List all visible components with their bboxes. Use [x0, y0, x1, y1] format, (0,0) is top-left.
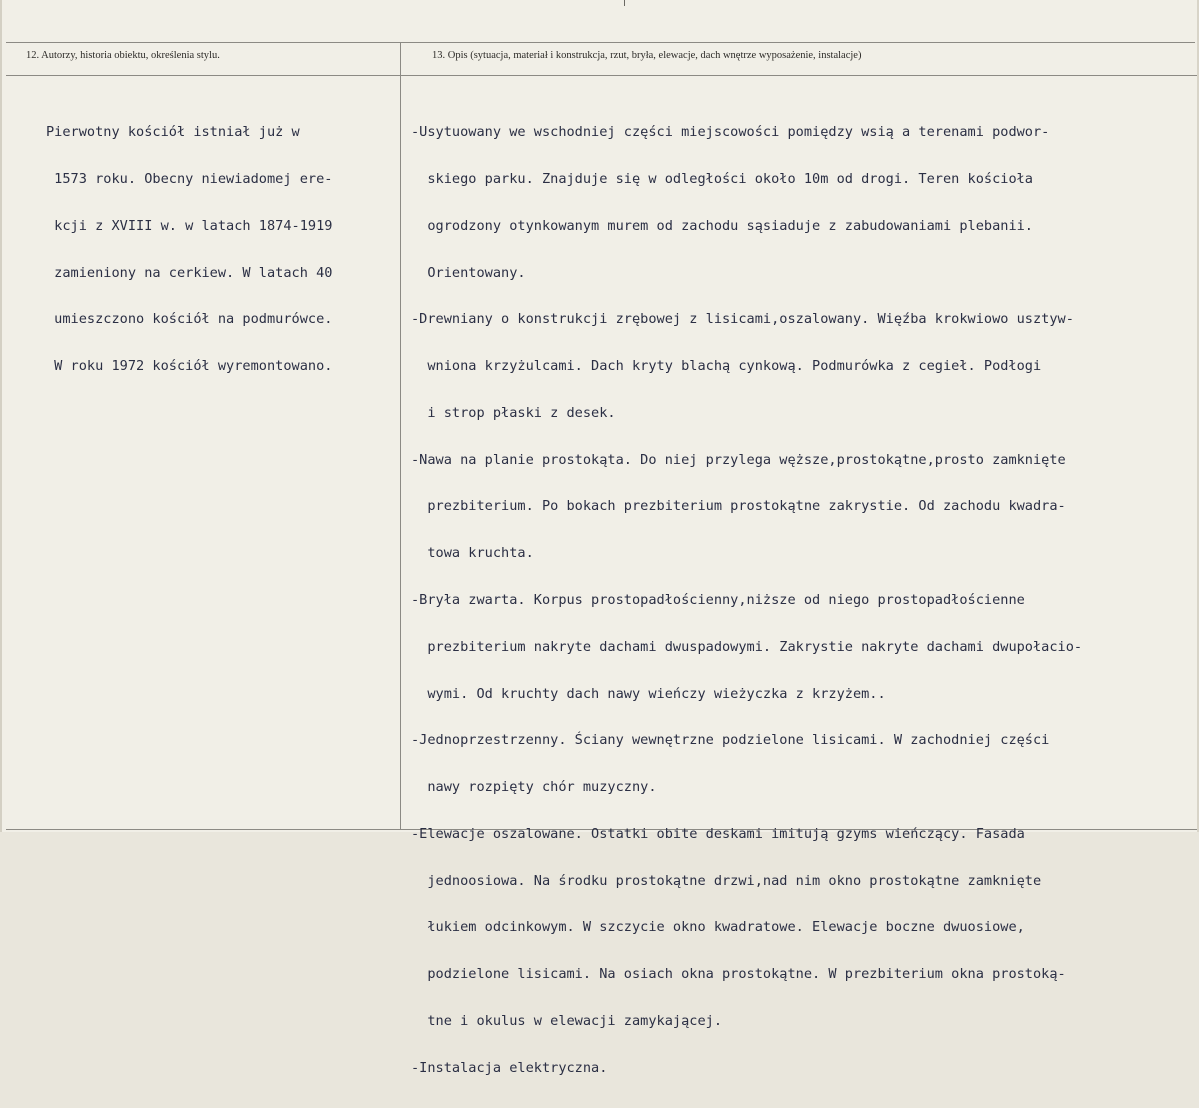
- section-12-text: [46, 94, 332, 406]
- text-line: Pierwotny kościół istniał już w: [46, 124, 300, 141]
- text-line: łukiem odcinkowym. W szczycie okno kwadratowe. Elewacje boczne dwuosiowe,: [411, 919, 1025, 936]
- top-rule: [6, 42, 1195, 43]
- text-line: jednoosiowa. Na środku prostokątne drzwi,nad nim okno prostokątne zamknięte: [411, 872, 1042, 889]
- text-line: Orientowany.: [411, 264, 526, 281]
- text-line: 1573 roku. Obecny niewiadomej ere-: [46, 170, 333, 187]
- section-12-header: 12. Autorzy, historia obiektu, określenia stylu.: [26, 50, 220, 61]
- text-line: ogrodzony otynkowanym murem od zachodu sąsiaduje z zabudowaniami plebanii.: [411, 217, 1033, 234]
- text-line: -Drewniany o konstrukcji zrębowej z lisicami,oszalowany. Więźba krokwiowo usztyw-: [411, 311, 1074, 328]
- text-line: -Elewacje oszalowane. Ostatki obite deskami imitują gzyms wieńczący. Fasada: [411, 825, 1025, 842]
- fold-tick-mark: [624, 0, 625, 6]
- text-line: -Bryła zwarta. Korpus prostopadłościenny,niższe od niego prostopadłościenne: [411, 592, 1025, 608]
- header-rule: [6, 75, 1199, 76]
- text-line: podzielone lisicami. Na osiach okna prostokątne. W prezbiterium okna prostoką-: [411, 966, 1066, 983]
- text-line: wymi. Od kruchty dach nawy wieńczy wieżyczka z krzyżem..: [411, 685, 886, 702]
- text-line: skiego parku. Znajduje się w odległości około 10m od drogi. Teren kościoła: [411, 170, 1033, 187]
- text-line: wniona krzyżulcami. Dach kryty blachą cynkową. Podmurówka z cegieł. Podłogi: [411, 358, 1042, 375]
- text-line: umieszczono kościół na podmurówce.: [46, 311, 333, 328]
- section-13-text: [411, 94, 1082, 1108]
- text-line: W roku 1972 kościół wyremontowano.: [46, 358, 333, 375]
- section-13-header: 13. Opis (sytuacja, materiał i konstrukcja, rzut, bryła, elewacje, dach wnętrze wyposażenie, instalacje): [432, 50, 862, 61]
- text-line: tne i okulus w elewacji zamykającej.: [411, 1013, 722, 1030]
- text-line: kcji z XVIII w. w latach 1874-1919: [46, 217, 333, 234]
- text-line: -Instalacja elektryczna.: [411, 1059, 608, 1076]
- text-line: i strop płaski z desek.: [411, 404, 616, 421]
- text-line: -Usytuowany we wschodniej części miejscowości pomiędzy wsią a terenami podwor-: [411, 124, 1050, 141]
- text-line: -Jednoprzestrzenny. Ściany wewnętrzne podzielone lisicami. W zachodniej części: [411, 732, 1050, 749]
- text-line: prezbiterium nakryte dachami dwuspadowymi. Zakrystie nakryte dachami dwupołacio-: [411, 638, 1083, 655]
- text-line: -Nawa na planie prostokąta. Do niej przylega węższe,prostokątne,prosto zamknięte: [411, 451, 1066, 468]
- text-line: towa kruchta.: [411, 545, 534, 562]
- text-line: prezbiterium. Po bokach prezbiterium prostokątne zakrystie. Od zachodu kwadra-: [411, 498, 1066, 515]
- text-line: nawy rozpięty chór muzyczny.: [411, 779, 657, 796]
- text-line: zamieniony na cerkiew. W latach 40: [46, 264, 333, 281]
- column-divider: [400, 42, 401, 830]
